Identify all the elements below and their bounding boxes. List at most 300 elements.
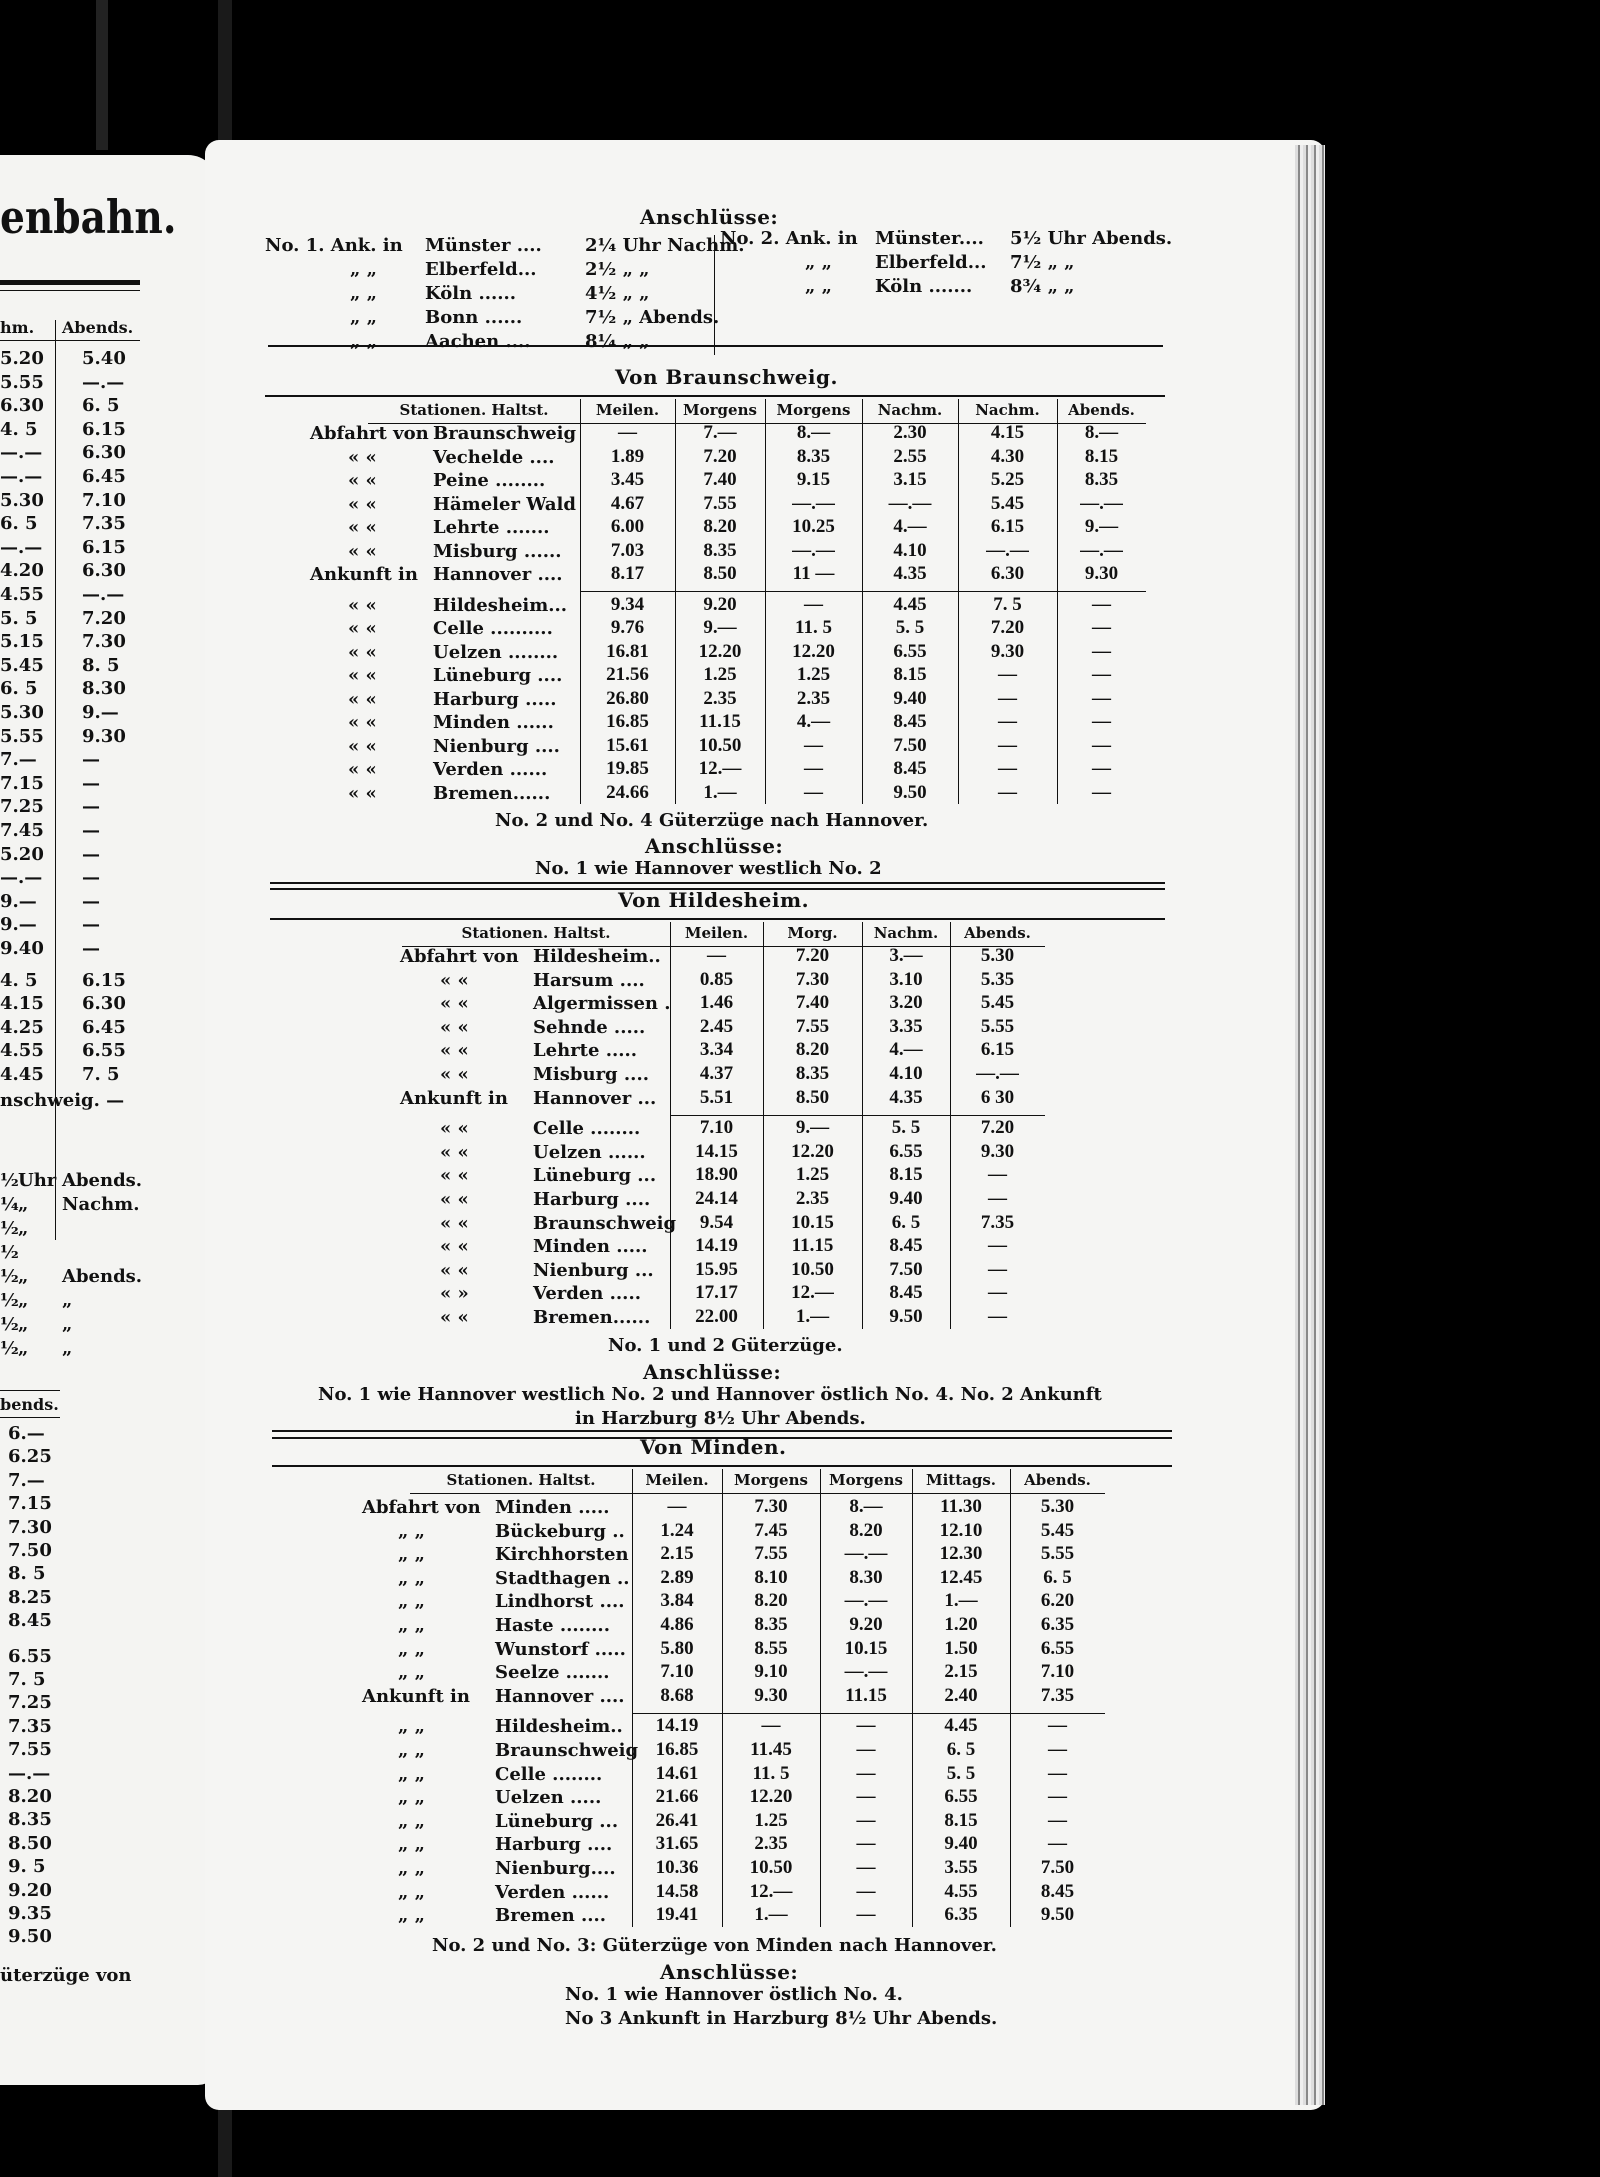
connection-station: Köln ...... [425,283,517,304]
table-cell: 9.— [0,890,37,912]
connection-station: Elberfeld... [425,259,537,280]
column-header: Abends. [1068,401,1135,419]
table-cell: —.— [1080,492,1123,514]
table-cell: — [82,938,100,959]
table-cell: 9.20 [703,593,737,615]
station-prefix: « « [440,1141,469,1163]
table-cell: — [998,711,1017,732]
table-cell: — [804,734,823,756]
station-name: Nienburg ... [533,1259,654,1281]
station-name: Hannover ... [533,1087,657,1109]
table-cell: 11.45 [750,1739,792,1760]
table-cell: 1.25 [703,664,737,685]
table-cell: 4.37 [699,1063,734,1084]
table-cell: 22.00 [695,1306,738,1327]
connection-station: Bonn ...... [425,307,523,328]
station-prefix: „ „ [398,1834,425,1856]
table-cell: 4.10 [893,539,927,561]
time-label: „ [62,1338,73,1359]
table-cell: — [998,781,1017,803]
station-name: Minden ..... [533,1236,648,1258]
table-cell: 9.— [703,617,737,638]
table-cell: 5.45 [0,654,44,676]
table-cell: 9.— [795,1117,830,1139]
table-cell: 14.61 [655,1762,699,1784]
table-cell: 3.15 [893,469,927,490]
table-cell: 2.40 [944,1684,978,1706]
time-fraction: ½ [0,1290,19,1311]
station-prefix: « « [440,1307,469,1328]
station-prefix: „ „ [398,1544,425,1566]
table-cell: 6. 5 [946,1739,976,1760]
station-prefix: « « [348,540,377,562]
table-cell: 7.— [0,749,37,771]
table-cell: 6.30 [82,993,126,1015]
table-cell: 6.15 [990,516,1025,537]
table-cell: 2.35 [796,687,831,709]
station-name: Lehrte ..... [533,1040,638,1062]
table-cell: 31.65 [655,1833,699,1855]
column-header: Abends. [964,924,1031,942]
left-page-title: enbahn. [0,190,177,244]
table-cell: 4.55 [0,584,44,605]
connection-text: No 3 Ankunft in Harzburg 8½ Uhr Abends. [565,2008,998,2029]
table-cell: 12.30 [939,1543,983,1565]
station-prefix: « « [348,688,377,710]
connection-station: Münster.... [875,228,984,249]
table-cell: —.— [0,466,43,487]
connection-prefix: „ „ [805,252,832,273]
table-cell: 12.20 [749,1786,793,1808]
station-prefix: « « [348,665,377,686]
table-cell: 5.45 [990,492,1025,514]
station-name: Bremen...... [433,782,551,804]
table-cell: — [1092,617,1111,638]
station-name: Sehnde ..... [533,1016,646,1038]
table-cell: —.— [986,539,1029,561]
table-cell: 8.45 [889,1282,923,1304]
column-header: Abends. [1024,1471,1091,1489]
table-cell: 11. 5 [752,1762,790,1784]
table-cell: 4.67 [610,492,645,514]
table-cell: — [1092,711,1111,732]
table-cell: 7.35 [1040,1684,1075,1706]
table-cell: — [761,1715,781,1737]
connection-text: No. 1 wie Hannover östlich No. 4. [565,1984,903,2005]
station-prefix: « « [348,517,377,538]
table-cell: 4.30 [990,445,1025,467]
connection-prefix: „ „ [350,331,377,352]
station-prefix: « « [440,1064,469,1085]
table-cell: 7.15 [8,1493,52,1515]
table-cell: —.— [792,539,835,561]
table-cell: 6.55 [1040,1637,1075,1659]
station-prefix: « « [440,1165,469,1187]
table-cell: — [1048,1762,1067,1784]
section-heading: Anschlüsse: [640,205,779,229]
station-prefix: « « [440,1118,469,1140]
connection-prefix: „ „ [805,276,832,297]
table-cell: 9.54 [699,1211,734,1233]
station-name: Hildesheim.. [495,1716,623,1738]
table-cell: 1.— [703,781,737,803]
table-cell: — [856,1857,876,1878]
table-cell: 3.84 [660,1590,694,1612]
table-cell: 4.35 [893,563,927,584]
column-header: bends. [0,1395,59,1414]
table-cell: 5.35 [980,968,1015,990]
table-cell: 6.— [8,1423,45,1444]
column-header: Nachm. [877,401,943,419]
table-cell: 21.66 [655,1786,699,1808]
table-cell: 11 — [792,563,835,584]
connection-prefix: „ „ [350,259,377,280]
table-cell: — [988,1188,1007,1209]
column-header: Morgens [829,1471,903,1489]
table-cell: 14.19 [655,1715,699,1737]
table-cell: 2.89 [660,1566,694,1588]
table-cell: 1.— [754,1904,788,1926]
connection-time: 2¼ Uhr Nachm. [585,235,745,256]
table-cell: 4.45 [893,593,927,615]
table-cell: — [707,945,726,966]
table-cell: 10.36 [655,1857,699,1878]
table-cell: 10.15 [844,1637,888,1659]
station-name: Lüneburg ... [495,1810,619,1832]
station-name: Celle ........ [533,1118,641,1140]
station-name: Lehrte ....... [433,517,550,538]
table-cell: 7.30 [82,631,126,653]
station-prefix: « « [440,1259,469,1281]
table-cell: 11.30 [940,1496,982,1517]
note: No. 2 und No. 3: Güterzüge von Minden nach Hannover. [432,1935,997,1956]
time-fraction: ½ [0,1314,19,1335]
station-name: Lüneburg .... [433,665,563,686]
table-cell: 11.15 [845,1684,887,1706]
table-cell: 12.20 [791,1140,834,1162]
station-name: Harburg .... [495,1834,613,1856]
table-cell: —.— [844,1543,888,1565]
table-cell: 14.58 [655,1880,699,1902]
table-cell: — [998,664,1017,685]
divider [0,280,140,285]
table-cell: 6.15 [82,418,126,440]
station-name: Lindhorst .... [495,1591,625,1613]
station-name: Minden ...... [433,712,554,733]
column-header: Meilen. [684,924,749,942]
table-cell: 26.41 [655,1809,699,1831]
station-name: Misburg ...... [433,540,562,562]
station-prefix: Ankunft in [362,1685,470,1707]
table-cell: —.— [0,867,43,889]
table-cell: — [998,734,1017,756]
station-prefix: Ankunft in [400,1087,508,1109]
table-cell: 4.20 [0,560,44,582]
table-cell: — [1048,1739,1067,1760]
table-cell: 12.20 [698,640,742,662]
table-cell: 9.30 [990,640,1025,662]
table-cell: 9.34 [610,593,645,615]
time-unit: „ [18,1290,29,1311]
station-prefix: « « [440,1016,469,1038]
table-cell: 5.20 [0,843,44,865]
column-header: Stationen. Haltst. [446,1471,596,1489]
table-cell: 8.35 [795,1063,830,1084]
table-cell: 4.15 [0,993,44,1015]
column-header: Morgens [683,401,757,419]
station-name: Harburg .... [533,1189,651,1210]
table-cell: 9.40 [0,938,44,959]
divider [265,395,1165,397]
arrival-rule [580,591,1146,592]
table-cell: 7.20 [795,945,830,966]
connection-text: in Harzburg 8½ Uhr Abends. [575,1408,866,1429]
station-name: Bückeburg .. [495,1520,625,1542]
table-cell: 4.55 [0,1040,44,1062]
table-cell: 9.50 [889,1306,923,1327]
table-cell: — [618,422,637,443]
table-cell: 7.10 [699,1117,734,1139]
station-prefix: „ „ [398,1716,425,1738]
section-title: Von Minden. [640,1435,787,1459]
table-cell: 7.55 [8,1739,52,1761]
table-cell: 2.55 [893,445,927,467]
table-cell: —.— [976,1063,1019,1084]
table-cell: 6.55 [82,1040,126,1062]
table-cell: 9.40 [893,687,927,709]
table-cell: 5.40 [82,348,126,369]
station-prefix: „ „ [398,1615,425,1636]
station-prefix: „ „ [398,1567,425,1589]
column-header: Morg. [787,924,838,942]
table-cell: 8.25 [8,1586,52,1608]
table-cell: 16.81 [606,640,649,662]
footnote: nschweig. — [0,1090,125,1111]
table-cell: 6. 5 [0,678,38,700]
divider [272,1430,1172,1432]
table-cell: 3.45 [610,469,645,490]
table-cell: 4.45 [0,1064,44,1085]
table-cell: 8.20 [754,1590,788,1612]
table-cell: — [988,1306,1007,1327]
table-cell: 8. 5 [82,654,120,676]
table-cell: 8.20 [849,1519,883,1541]
table-cell: 10.25 [792,516,835,537]
station-prefix: „ „ [398,1520,425,1542]
time-unit: Uhr [18,1170,57,1191]
table-cell: 7.— [703,422,737,443]
table-cell: 6.25 [8,1446,52,1468]
station-name: Hildesheim.. [533,946,661,967]
table-cell: 6.55 [889,1140,923,1162]
table-cell: 2.15 [660,1543,694,1565]
station-prefix: „ „ [398,1740,425,1761]
table-cell: 7.40 [703,469,737,490]
station-name: Bremen .... [495,1905,607,1927]
note: No. 1 und 2 Güterzüge. [608,1335,843,1356]
table-cell: 8.45 [889,1235,923,1257]
table-cell: — [1092,687,1111,709]
table-cell: 7.30 [795,968,830,990]
table-cell: 2.15 [944,1661,978,1683]
station-name: Harsum .... [533,969,645,991]
time-fraction: ½ [0,1338,19,1359]
table-cell: 7.10 [82,489,126,511]
table-cell: 9.— [82,702,119,723]
table-cell: 4. 5 [0,969,38,991]
table-cell: 8.35 [703,539,737,561]
table-cell: — [804,758,823,779]
table-cell: 4.55 [944,1880,978,1902]
table-cell: 2.30 [893,422,927,443]
table-cell: 7.30 [8,1516,52,1538]
table-cell: —.— [844,1661,888,1683]
table-cell: — [82,914,100,936]
table-cell: 8.10 [754,1566,788,1588]
table-cell: 2.35 [795,1188,830,1209]
section-title: Von Hildesheim. [618,888,810,912]
table-cell: 3.20 [889,992,923,1014]
connection-prefix: No. 2. Ank. in [720,228,858,249]
table-cell: 9.20 [8,1879,52,1901]
table-cell: 9.30 [82,725,126,747]
table-cell: 4.25 [0,1016,44,1038]
station-name: Hannover .... [433,564,563,585]
table-cell: 5. 5 [0,607,38,629]
table-cell: 7.30 [754,1496,788,1517]
table-cell: 8.68 [660,1684,694,1706]
table-cell: 12.— [749,1880,793,1902]
table-cell: —.— [1080,539,1123,561]
table-cell: 8.35 [796,445,831,467]
table-cell: 7.25 [8,1692,52,1714]
connection-station: Köln ....... [875,276,973,297]
table-cell: 1.46 [699,992,734,1014]
station-prefix: « « [348,594,377,616]
table-cell: 5.55 [1040,1543,1075,1565]
table-cell: 5.25 [990,469,1025,490]
station-name: Celle ........ [495,1763,603,1785]
table-cell: 1.89 [610,445,645,467]
table-cell: 6.15 [82,969,126,991]
table-cell: 3.55 [944,1857,978,1878]
table-cell: — [1092,781,1111,803]
table-cell: 6.45 [82,1016,126,1038]
table-cell: 3.35 [889,1015,923,1037]
table-cell: 7.35 [82,513,126,535]
station-prefix: „ „ [398,1662,425,1684]
station-name: Haste ........ [495,1615,610,1636]
divider [268,345,1163,347]
table-cell: — [1092,664,1111,685]
station-prefix: Abfahrt von [310,423,429,444]
time-fraction: ½ [0,1266,19,1287]
station-prefix: « « [348,782,377,804]
station-prefix: „ „ [398,1591,425,1613]
station-prefix: „ „ [398,1858,425,1879]
station-name: Seelze ....... [495,1662,610,1684]
table-cell: 10.50 [698,734,742,756]
table-cell: 0.85 [699,968,734,990]
station-prefix: « « [348,618,377,639]
table-cell: 9.30 [754,1684,788,1706]
column-header: Nachm. [975,401,1040,419]
table-cell: — [1092,758,1111,779]
table-cell: — [82,772,100,794]
table-cell: 12.45 [939,1566,983,1588]
table-cell: — [988,1258,1007,1280]
station-name: Peine ........ [433,470,546,491]
station-prefix: « « [348,641,377,663]
table-cell: — [856,1904,876,1926]
table-cell: 10.50 [791,1258,834,1280]
section-heading: Anschlüsse: [660,1960,799,1984]
table-cell: —.— [0,536,43,558]
station-name: Bremen...... [533,1307,651,1328]
table-cell: — [856,1739,876,1760]
table-cell: — [82,890,100,912]
station-prefix: „ „ [398,1763,425,1785]
table-cell: —.— [0,442,43,464]
table-cell: 17.17 [695,1282,738,1304]
table-cell: 4.35 [889,1086,923,1108]
table-cell: 9.40 [889,1188,923,1209]
station-prefix: « « [440,1040,469,1062]
table-cell: — [82,843,100,865]
table-cell: — [82,820,100,841]
table-cell: 7.55 [703,492,737,514]
divider [270,918,1165,920]
station-name: Celle .......... [433,618,553,639]
table-cell: 7.10 [660,1661,694,1683]
time-fraction: ½ [0,1242,19,1263]
station-prefix: « « [440,1236,469,1258]
table-cell: 8.50 [8,1832,52,1854]
table-cell: 7.50 [893,734,927,756]
station-name: Hildesheim... [433,594,568,616]
time-label: Nachm. [62,1194,140,1215]
table-cell: 7.50 [889,1258,923,1280]
table-cell: — [82,749,100,771]
table-cell: — [998,758,1017,779]
column-header: Abends. [62,318,134,337]
table-cell: 5.45 [1040,1519,1075,1541]
table-cell: — [1048,1715,1067,1737]
table-cell: 3.34 [699,1039,734,1061]
connection-time: 2½ „ „ [585,259,650,280]
table-cell: 8.50 [703,563,737,584]
connection-time: 4½ „ „ [585,283,650,304]
table-cell: 1.50 [944,1637,978,1659]
time-unit: „ [18,1338,29,1359]
station-prefix: « « [348,735,377,757]
table-cell: — [804,781,823,803]
table-cell: 14.19 [695,1235,738,1257]
table-cell: 4.— [889,1039,923,1061]
table-cell: 1.— [944,1590,978,1612]
table-cell: —.— [82,371,125,393]
table-cell: 1.25 [795,1164,830,1186]
table-cell: 5. 5 [895,617,925,638]
connection-time: 8¼ „ „ [585,331,650,352]
connection-text: No. 1 wie Hannover westlich No. 2 und Hannover östlich No. 4. No. 2 Ankunft [318,1384,1102,1405]
table-cell: 8.20 [795,1039,830,1061]
station-name: Stadthagen .. [495,1567,630,1589]
station-name: Braunschweig [495,1740,639,1761]
table-cell: 6.55 [8,1645,52,1667]
station-name: Hämeler Wald [433,493,576,515]
table-cell: 6. 5 [891,1211,921,1233]
